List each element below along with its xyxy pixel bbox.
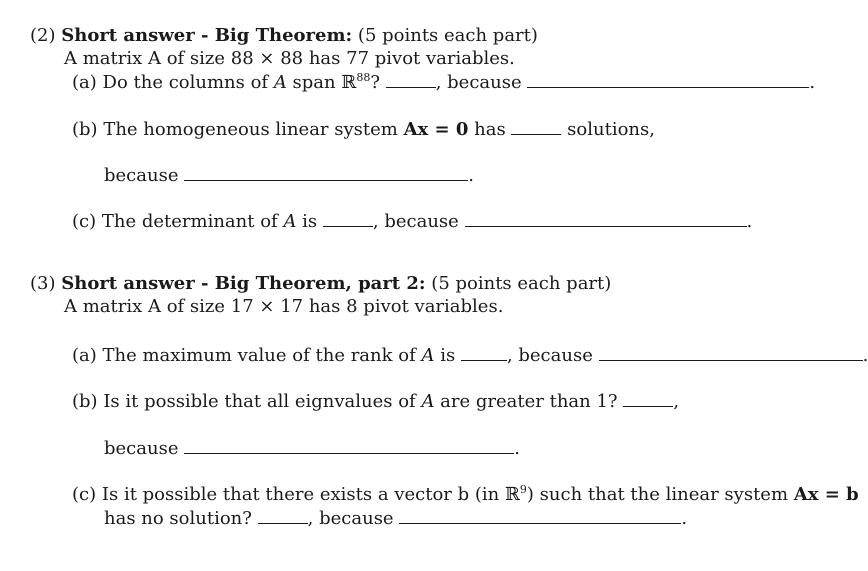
q3a-mid: is xyxy=(434,345,456,366)
q3-header xyxy=(30,275,611,293)
q2-part-a: (a) Do the columns of A span ℝ$^{88}$? , because . xyxy=(72,71,816,93)
q2b-mid: has xyxy=(468,119,512,140)
q3b-pre: Is it possible that all eignvalues of xyxy=(103,391,422,412)
q2-points: (5 points each part) xyxy=(357,25,538,46)
q2b-equation: Ax = 0 xyxy=(403,119,469,140)
q3a-var: A xyxy=(421,345,435,366)
q3a-because-blank[interactable] xyxy=(599,346,863,361)
q3c-line2: has no solution? xyxy=(104,508,252,529)
q2b-tail: solutions, xyxy=(567,119,655,140)
q3-title: Short answer - Big Theorem, part 2: xyxy=(61,273,426,294)
q2a-sup: 88 xyxy=(356,71,371,84)
q2b-because: because xyxy=(104,165,179,186)
q2-title: Short answer - Big Theorem: xyxy=(61,25,353,46)
q2-part-b-because: because . xyxy=(104,165,474,186)
q2a-because-blank[interactable] xyxy=(527,73,809,88)
q3b-answer-blank[interactable] xyxy=(623,392,673,407)
q2c-pre: The determinant of xyxy=(101,211,284,232)
q3a-answer-blank[interactable] xyxy=(461,346,507,361)
q3c-because-blank[interactable] xyxy=(399,509,681,524)
q3a-pre: The maximum value of the rank of xyxy=(102,345,422,366)
q3b-because: because xyxy=(104,438,179,459)
q3-part-b-because: because . xyxy=(104,438,520,459)
q3-part-a: (a) The maximum value of the rank of A is , because . xyxy=(72,345,868,366)
q2c-because-blank[interactable] xyxy=(465,212,747,227)
q3-part-c-line2: has no solution? , because . xyxy=(104,508,688,529)
q3-intro: A matrix A of size 17 × 17 has 8 pivot variables. xyxy=(64,296,504,317)
q2c-label: (c) xyxy=(72,211,97,232)
q2a-post: span ℝ xyxy=(286,72,357,93)
q3c-label: (c) xyxy=(72,484,97,505)
q2c-answer-blank[interactable] xyxy=(323,212,373,227)
q3-number: (3) xyxy=(30,273,56,294)
q3b-label: (b) xyxy=(72,391,98,412)
q2b-pre: The homogeneous linear system xyxy=(103,119,404,140)
q2-part-b xyxy=(72,120,655,139)
q3-points: (5 points each part) xyxy=(431,273,612,294)
q3c-equation: Ax = b xyxy=(793,484,859,505)
q3c-answer-blank[interactable] xyxy=(258,509,308,524)
q2b-label: (b) xyxy=(72,119,98,140)
q2a-answer-blank[interactable] xyxy=(386,73,436,88)
q3b-var: A xyxy=(421,391,435,412)
q2a-because: , because xyxy=(435,72,522,93)
q2-part-c: (c) The determinant of A is , because . xyxy=(72,211,753,232)
q3c-because: , because xyxy=(307,508,394,529)
q3b-because-blank[interactable] xyxy=(184,439,514,454)
q3c-line1: Is it possible that there exists a vector b (in ℝ xyxy=(101,484,520,505)
q3b-post: are greater than 1? xyxy=(434,391,618,412)
q3c-sup: 9 xyxy=(519,483,527,496)
q2-number: (2) xyxy=(30,25,56,46)
q2-intro: A matrix A of size 88 × 88 has 77 pivot variables. xyxy=(64,48,515,69)
q2a-pre: Do the columns of xyxy=(102,72,274,93)
q2c-var: A xyxy=(283,211,297,232)
q3a-label: (a) xyxy=(72,345,97,366)
q2a-label: (a) xyxy=(72,72,97,93)
q2b-because-blank[interactable] xyxy=(184,166,468,181)
q2a-qmark: ? xyxy=(370,72,380,93)
q2c-because: , because xyxy=(372,211,459,232)
q3a-because: , because xyxy=(506,345,593,366)
q2-header xyxy=(30,27,538,45)
q3-part-b xyxy=(72,392,679,411)
q2a-var: A xyxy=(273,72,287,93)
q2c-mid: is xyxy=(296,211,318,232)
q3c-line1b: ) such that the linear system xyxy=(526,484,794,505)
q3-part-c-line1 xyxy=(72,483,859,505)
q3b-comma: , xyxy=(673,391,680,412)
q2b-answer-blank[interactable] xyxy=(511,120,561,135)
